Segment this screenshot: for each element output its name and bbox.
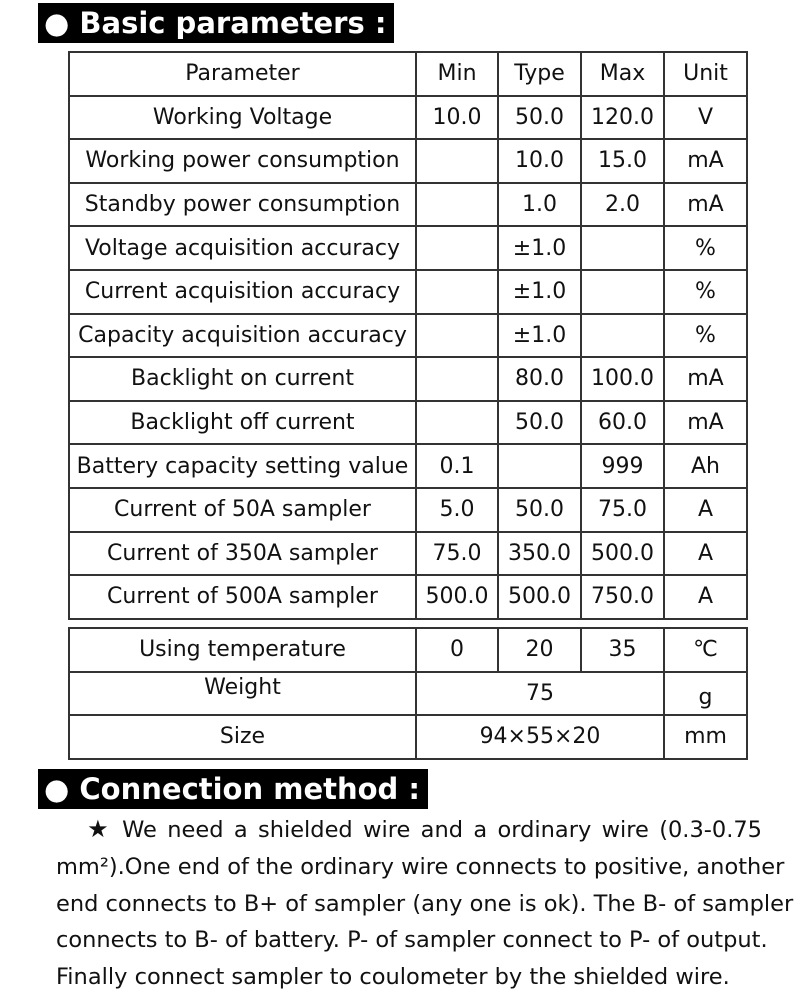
table-row [69, 532, 747, 576]
cell-unit: % [664, 226, 747, 270]
cell-type: 350.0 [498, 532, 581, 576]
cell-max: 2.0 [581, 183, 664, 227]
table-row [69, 96, 747, 140]
header-type: Type [498, 52, 581, 96]
cell-min: 500.0 [416, 575, 498, 619]
cell-unit: % [664, 270, 747, 314]
cell-parameter: Backlight on current [69, 357, 416, 401]
basic-parameters-table-body [69, 52, 747, 619]
cell-unit: mA [664, 183, 747, 227]
cell-unit: A [664, 488, 747, 532]
cell-type: 80.0 [498, 357, 581, 401]
cell-min [416, 183, 498, 227]
cell-max: 500.0 [581, 532, 664, 576]
cell-parameter: Backlight off current [69, 401, 416, 445]
table-row [69, 139, 747, 183]
cell-unit: mA [664, 139, 747, 183]
cell-min [416, 270, 498, 314]
cell-type: 50.0 [498, 401, 581, 445]
connection-description [56, 811, 794, 996]
size-value: 94×55×20 [416, 715, 664, 759]
cell-min [416, 401, 498, 445]
cell-max [581, 314, 664, 358]
cell-parameter: Current acquisition accuracy [69, 270, 416, 314]
cell-parameter: Voltage acquisition accuracy [69, 226, 416, 270]
section-title-connection-method: ● Connection method : [38, 769, 428, 809]
size-unit: mm [664, 715, 747, 759]
size-label: Size [69, 715, 416, 759]
cell-max [581, 226, 664, 270]
header-unit: Unit [664, 52, 747, 96]
cell-max: 120.0 [581, 96, 664, 140]
temperature-min: 0 [416, 628, 498, 672]
cell-min: 5.0 [416, 488, 498, 532]
cell-min [416, 139, 498, 183]
cell-parameter: Current of 500A sampler [69, 575, 416, 619]
table-row [69, 183, 747, 227]
basic-parameters-table [68, 51, 748, 620]
cell-min: 0.1 [416, 444, 498, 488]
cell-max: 15.0 [581, 139, 664, 183]
header-min: Min [416, 52, 498, 96]
table-header-row [69, 52, 747, 96]
cell-unit: Ah [664, 444, 747, 488]
cell-unit: A [664, 532, 747, 576]
cell-parameter: Battery capacity setting value [69, 444, 416, 488]
table-row-size [69, 715, 747, 759]
description-line-2: mm²).One end of the ordinary wire connects to positive, another [56, 853, 785, 880]
temperature-unit: ℃ [664, 628, 747, 672]
cell-type: ±1.0 [498, 314, 581, 358]
cell-parameter: Capacity acquisition accuracy [69, 314, 416, 358]
cell-unit: % [664, 314, 747, 358]
cell-min [416, 357, 498, 401]
header-parameter: Parameter [69, 52, 416, 96]
cell-type: 500.0 [498, 575, 581, 619]
cell-min: 75.0 [416, 532, 498, 576]
cell-parameter: Current of 350A sampler [69, 532, 416, 576]
cell-max: 750.0 [581, 575, 664, 619]
environment-table [68, 627, 748, 760]
table-row [69, 357, 747, 401]
description-line-4: connects to B- of battery. P- of sampler connect to P- of output. [56, 927, 768, 954]
table-row [69, 575, 747, 619]
cell-unit: V [664, 96, 747, 140]
cell-unit: mA [664, 357, 747, 401]
cell-type: 50.0 [498, 96, 581, 140]
cell-unit: mA [664, 401, 747, 445]
temperature-max: 35 [581, 628, 664, 672]
cell-max: 999 [581, 444, 664, 488]
cell-type: 10.0 [498, 139, 581, 183]
cell-max [581, 270, 664, 314]
weight-label: Weight [69, 672, 416, 716]
table-row [69, 226, 747, 270]
description-line-5: Finally connect sampler to coulometer by the shielded wire. [56, 964, 730, 991]
cell-type: ±1.0 [498, 226, 581, 270]
table-row [69, 401, 747, 445]
cell-parameter: Working Voltage [69, 96, 416, 140]
cell-min: 10.0 [416, 96, 498, 140]
header-max: Max [581, 52, 664, 96]
cell-unit: A [664, 575, 747, 619]
table-row [69, 444, 747, 488]
cell-min [416, 314, 498, 358]
cell-min [416, 226, 498, 270]
cell-parameter: Working power consumption [69, 139, 416, 183]
star-icon: ★ [87, 815, 112, 843]
temperature-label: Using temperature [69, 628, 416, 672]
cell-parameter: Standby power consumption [69, 183, 416, 227]
weight-unit: g [664, 672, 747, 716]
cell-max: 60.0 [581, 401, 664, 445]
description-line-1-text: We need a shielded wire and a ordinary wire (0.3-0.75 [111, 817, 762, 843]
cell-type [498, 444, 581, 488]
cell-parameter: Current of 50A sampler [69, 488, 416, 532]
section-title-basic-parameters: ● Basic parameters : [38, 3, 394, 43]
table-row [69, 314, 747, 358]
cell-type: 1.0 [498, 183, 581, 227]
table-row [69, 488, 747, 532]
table-row-weight [69, 672, 747, 716]
weight-value: 75 [416, 672, 664, 716]
temperature-type: 20 [498, 628, 581, 672]
cell-type: 50.0 [498, 488, 581, 532]
cell-max: 75.0 [581, 488, 664, 532]
table-row [69, 270, 747, 314]
description-line-3: end connects to B+ of sampler (any one is ok). The B- of sampler [56, 890, 794, 917]
description-line-1 [56, 811, 762, 849]
cell-max: 100.0 [581, 357, 664, 401]
table-row-temperature [69, 628, 747, 672]
cell-type: ±1.0 [498, 270, 581, 314]
